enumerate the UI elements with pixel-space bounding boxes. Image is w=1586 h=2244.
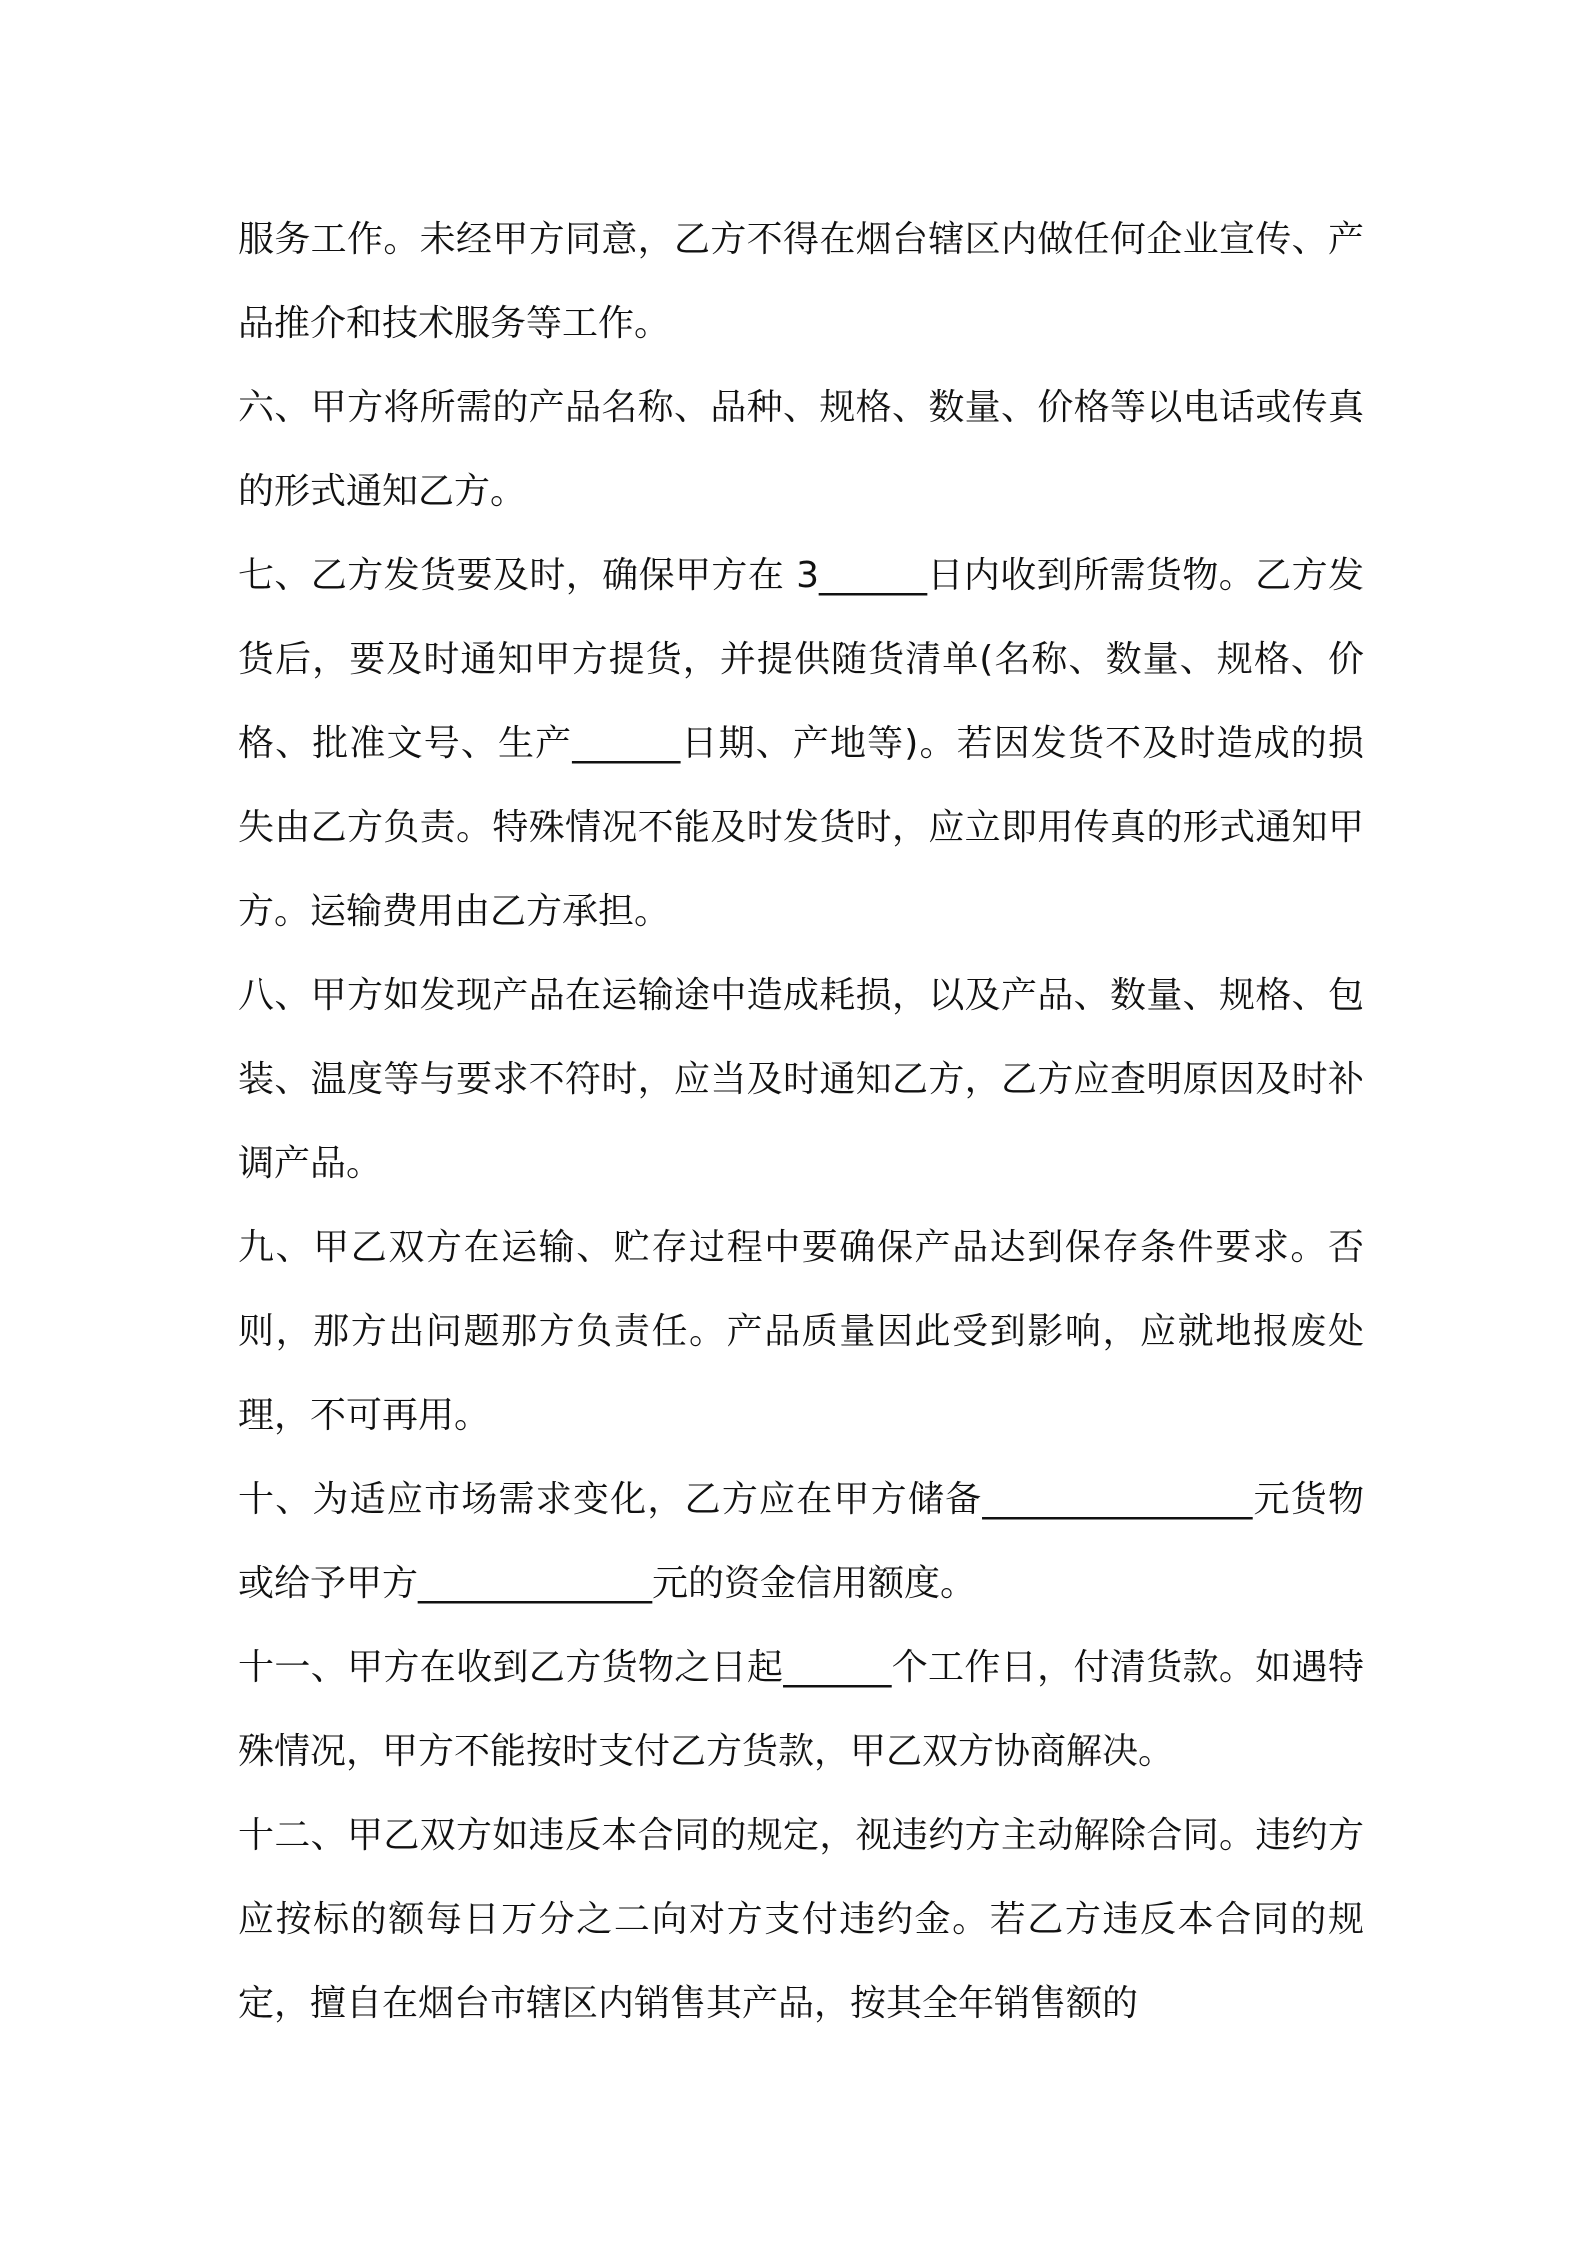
- paragraph-clause-6: 六、甲方将所需的产品名称、品种、规格、数量、价格等以电话或传真的形式通知乙方。: [238, 387, 1364, 512]
- paragraph-service-work: 服务工作。未经甲方同意，乙方不得在烟台辖区内做任何企业宣传、产品推介和技术服务等工作。: [238, 219, 1364, 344]
- paragraph-clause-12: 十二、甲乙双方如违反本合同的规定，视违约方主动解除合同。违约方应按标的额每日万分之二向对方支付违约金。若乙方违反本合同的规定，擅自在烟台市辖区内销售其产品，按其全年销售额的: [238, 1815, 1364, 2024]
- paragraph-clause-11: 十一、甲方在收到乙方货物之日起______个工作日，付清货款。如遇特殊情况，甲方不能按时支付乙方货款，甲乙双方协商解决。: [238, 1647, 1364, 1772]
- paragraph-clause-9: 九、甲乙双方在运输、贮存过程中要确保产品达到保存条件要求。否则，那方出问题那方负责任。产品质量因此受到影响，应就地报废处理，不可再用。: [238, 1227, 1364, 1436]
- paragraph-clause-10: 十、为适应市场需求变化，乙方应在甲方储备_______________元货物或给予甲方_____________元的资金信用额度。: [238, 1479, 1364, 1604]
- paragraph-clause-8: 八、甲方如发现产品在运输途中造成耗损，以及产品、数量、规格、包装、温度等与要求不符时，应当及时通知乙方，乙方应查明原因及时补调产品。: [238, 975, 1364, 1184]
- paragraph-clause-7: 七、乙方发货要及时，确保甲方在 3______日内收到所需货物。乙方发货后，要及时通知甲方提货，并提供随货清单(名称、数量、规格、价格、批准文号、生产______日期、产地等)。若因发货不及时造成的损失由乙方负责。特殊情况不能及时发货时，应立即用传真的形式通知甲方。运输费用由乙方承担。: [238, 555, 1364, 932]
- contract-text: [238, 198, 1364, 2046]
